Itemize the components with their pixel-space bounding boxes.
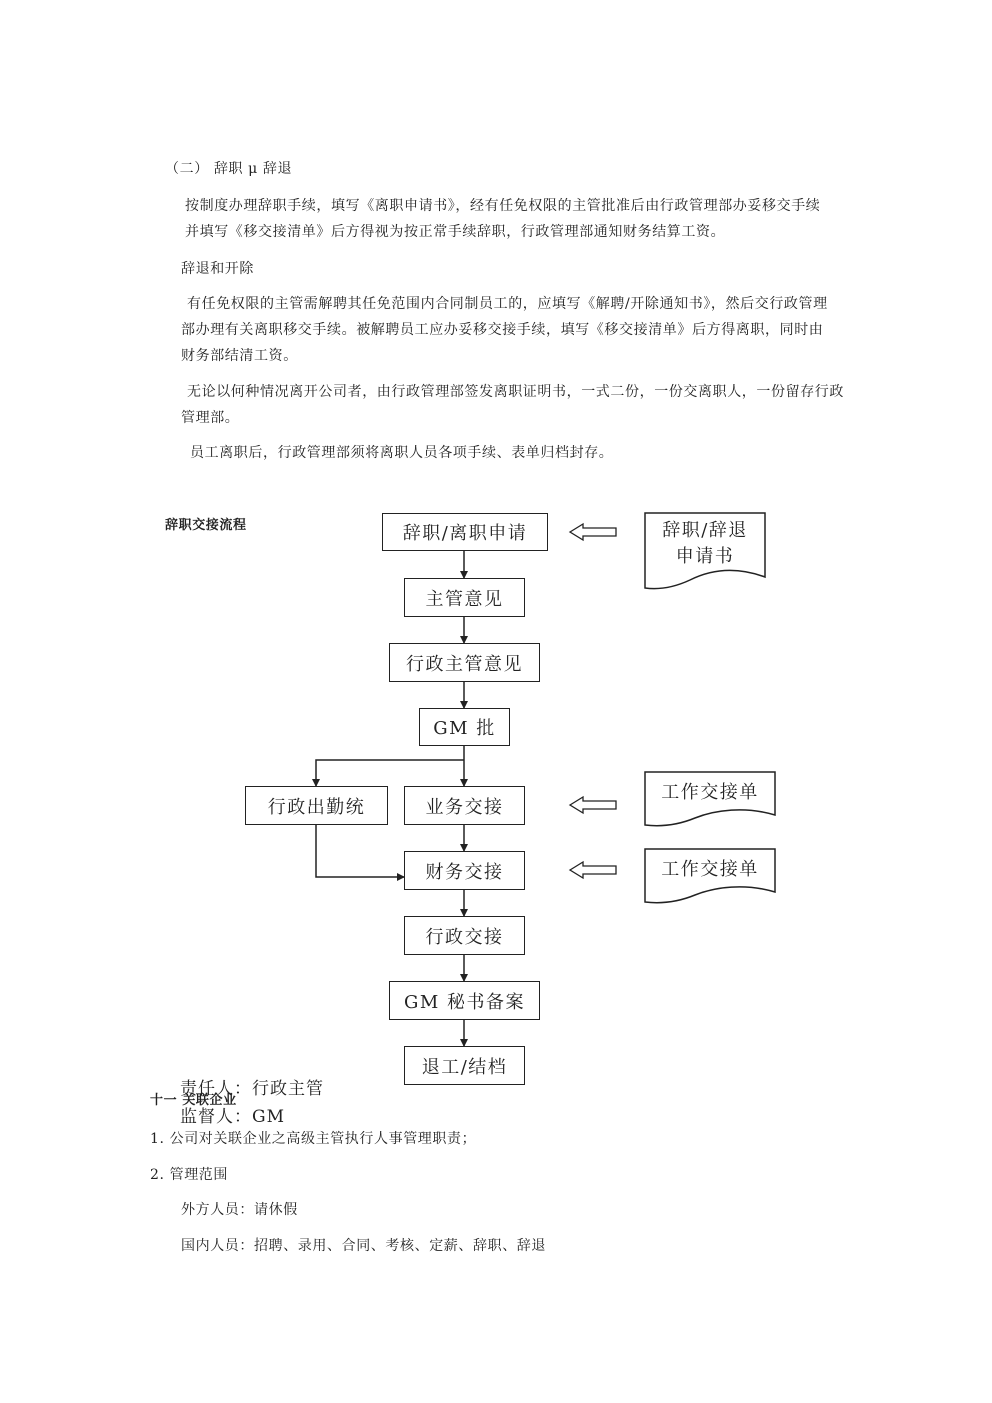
flow-step-attendance: 行政出勤统 <box>245 786 388 825</box>
paragraph-4: 员工离职后，行政管理部须将离职人员各项手续、表单归档封存。 <box>190 445 614 461</box>
flow-step-finance-handover: 财务交接 <box>404 851 525 890</box>
hollow-arrow-handover-2 <box>570 862 616 878</box>
flow-step-admin-manager-opinion: 行政主管意见 <box>389 643 540 682</box>
paragraph-3-line-1: 无论以何种情况离开公司者，由行政管理部签发离职证明书，一式二份，一份交离职人，一份留存行政 <box>187 384 844 400</box>
flow-step-apply: 辞职/离职申请 <box>382 513 548 551</box>
paragraph-1-line-2: 并填写《移交接清单》后方得视为按正常手续辞职，行政管理部通知财务结算工资。 <box>185 224 726 240</box>
connector-gm-attendance <box>316 760 464 786</box>
paragraph-3-line-2: 管理部。 <box>181 410 240 426</box>
flow-step-admin-handover: 行政交接 <box>404 916 525 955</box>
section-11-item-1: 1. 公司对关联企业之高级主管执行人事管理职责； <box>150 1131 477 1147</box>
scope-foreign-staff: 外方人员：请休假 <box>181 1202 298 1218</box>
flow-step-gm-approve: GM 批 <box>419 708 510 746</box>
paragraph-2-line-2: 部办理有关离职移交手续。被解聘员工应办妥移交接手续，填写《移交接清单》后方得离职，同时由 <box>181 322 824 338</box>
paragraph-2-line-1: 有任免权限的主管需解聘其任免范围内合同制员工的，应填写《解聘/开除通知书》，然后交行政管理 <box>187 296 828 312</box>
scope-domestic-staff: 国内人员：招聘、录用、合同、考核、定薪、辞职、辞退 <box>181 1238 546 1254</box>
doc-resign-form-line-1: 辞职/辞退 <box>662 520 748 541</box>
flow-step-manager-opinion: 主管意见 <box>404 578 525 617</box>
hollow-arrow-handover-1 <box>570 797 616 813</box>
doc-handover-2: 工作交接单 <box>661 859 759 880</box>
section-11-heading: 十一 关联企业 <box>150 1093 237 1108</box>
flow-step-gm-secretary: GM 秘书备案 <box>389 981 540 1020</box>
doc-resign-form <box>645 518 765 570</box>
doc-handover-1: 工作交接单 <box>661 782 759 803</box>
paragraph-1-line-1: 按制度办理辞职手续，填写《离职申请书》，经有任免权限的主管批准后由行政管理部办妥移交手续 <box>185 198 821 214</box>
hollow-arrow-resign <box>570 524 616 540</box>
flow-step-business-handover: 业务交接 <box>404 786 525 825</box>
connector-attendance-finance <box>316 825 404 877</box>
section-heading: （二） 辞职 μ 辞退 <box>165 161 293 177</box>
sub-heading: 辞退和开除 <box>181 261 254 277</box>
flowchart-title: 辞职交接流程 <box>165 518 247 533</box>
section-11-item-2: 2. 管理范围 <box>150 1167 229 1183</box>
flow-step-finish: 退工/结档 <box>404 1046 525 1085</box>
supervisor: 监督人：GM <box>180 1107 285 1127</box>
responsible-person: 责任人：行政主管 <box>180 1079 324 1099</box>
doc-resign-form-line-2: 申请书 <box>675 546 735 567</box>
paragraph-2-line-3: 财务部结清工资。 <box>181 348 298 364</box>
